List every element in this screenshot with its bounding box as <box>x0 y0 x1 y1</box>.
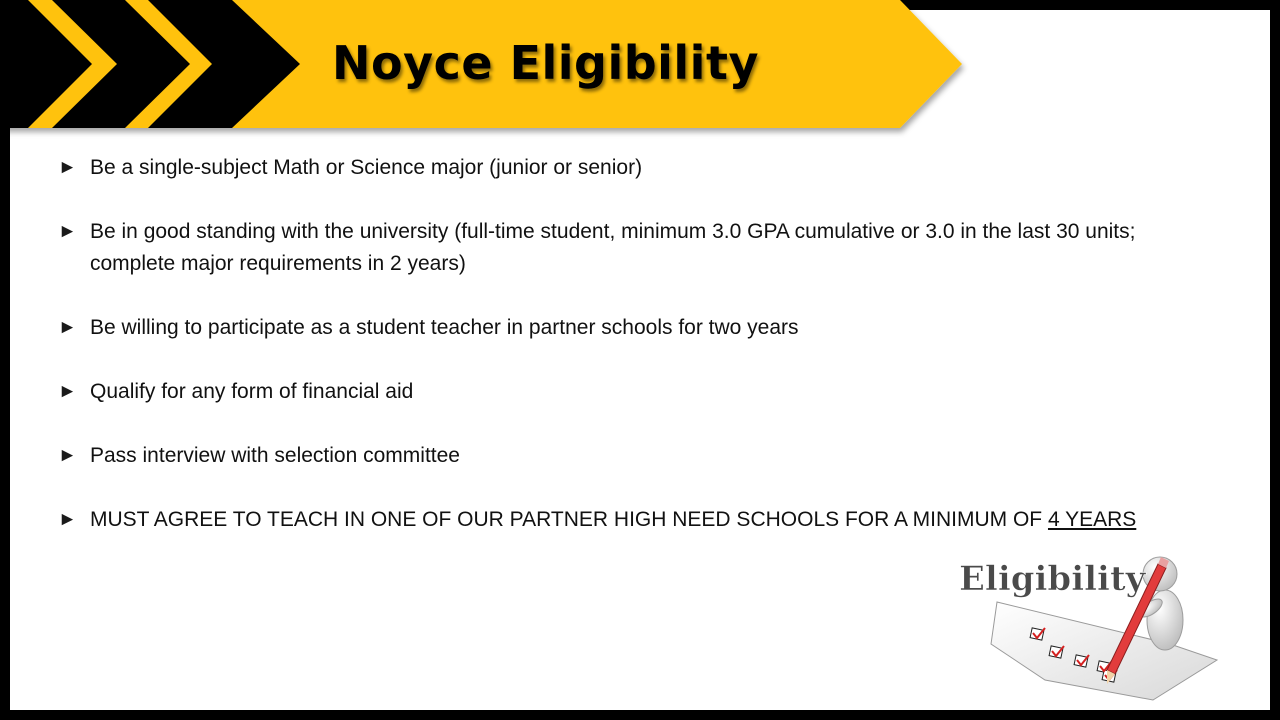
list-item <box>58 440 1188 472</box>
bullet-list <box>58 152 1188 568</box>
bullet-text-underlined: 4 YEARS <box>1047 508 1137 531</box>
bullet-text: Be a single-subject Math or Science major (junior or senior) <box>90 156 643 179</box>
clipart-label: Eligibility <box>959 559 1146 599</box>
bullet-arrow-icon: ► <box>58 157 77 178</box>
bullet-text: Be willing to participate as a student teacher in partner schools for two years <box>90 316 799 339</box>
list-item <box>58 216 1188 280</box>
bullet-arrow-icon: ► <box>58 509 77 530</box>
list-item <box>58 504 1188 536</box>
bullet-text: Qualify for any form of financial aid <box>90 380 414 403</box>
eligibility-clipart <box>955 552 1225 702</box>
bullet-arrow-icon: ► <box>58 221 77 242</box>
list-item <box>58 152 1188 184</box>
bullet-arrow-icon: ► <box>58 317 77 338</box>
bullet-arrow-icon: ► <box>58 445 77 466</box>
list-item <box>58 376 1188 408</box>
bullet-arrow-icon: ► <box>58 381 77 402</box>
bullet-text: Be in good standing with the university (full-time student, minimum 3.0 GPA cumulative or 3.0 in the last 30 units; complete major requirements in 2 years) <box>90 220 1136 275</box>
list-item <box>58 312 1188 344</box>
bullet-text: MUST AGREE TO TEACH IN ONE OF OUR PARTNER HIGH NEED SCHOOLS FOR A MINIMUM OF <box>90 508 1048 531</box>
bullet-text: Pass interview with selection committee <box>90 444 460 467</box>
page-title: Noyce Eligibility <box>332 36 759 90</box>
